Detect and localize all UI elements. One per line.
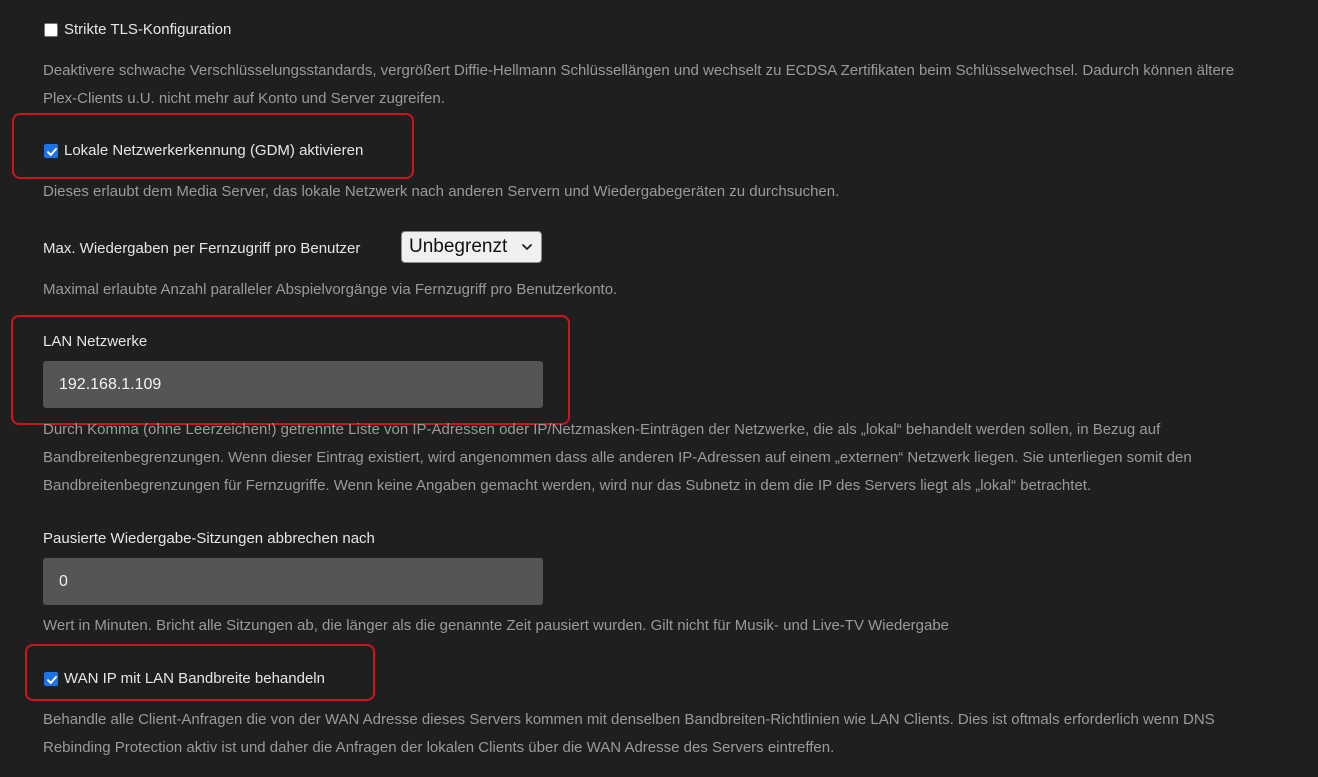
lan-networks-help: Durch Komma (ohne Leerzeichen!) getrennte Liste von IP-Adressen oder IP/Netzmasken-Einträgen der Netzwerke, die als „lokal“ behandelt werden sollen, in Bezug auf Bandbreitenbegrenzungen. Wenn dieser Eintrag existiert, wird angenommen dass alle anderen IP-Adressen auf einem „externen“ Netzwerk liegen. Sie unterliegen somit den Bandbreitenbegrenzungen für Fernzugriffe. Wenn keine Angaben gemacht werden, wird nur das Subnetz in dem die IP des Servers liegt als „lokal“ betrachtet.: [43, 421, 1192, 494]
max-remote-help: Maximal erlaubte Anzahl paralleler Abspielvorgänge via Fernzugriff pro Benutzerkonto.: [43, 281, 618, 298]
paused-sessions-help: Wert in Minuten. Bricht alle Sitzungen ab, die länger als die genannte Zeit pausiert wurden. Gilt nicht für Musik- und Live-TV Wiedergabe: [43, 617, 950, 634]
wan-ip-checkbox[interactable]: [44, 672, 58, 686]
tls-help: Deaktivere schwache Verschlüsselungsstandards, vergrößert Diffie-Hellmann Schlüssellängen und wechselt zu ECDSA Zertifikaten beim Schlüsselwechsel. Dadurch können ältere Plex-Clients u.U. nicht mehr auf Konto und Server zugreifen.: [43, 62, 1235, 107]
wan-ip-help: Behandle alle Client-Anfragen die von der WAN Adresse dieses Servers kommen mit denselben Bandbreiten-Richtlinien wie LAN Clients. Dies ist oftmals erforderlich wenn DNS Rebinding Protection aktiv ist und daher die Anfragen der lokalen Clients über die WAN Adresse des Servers eintreffen.: [43, 711, 1215, 756]
gdm-label: Lokale Netzwerkerkennung (GDM) aktivieren: [64, 142, 364, 159]
gdm-checkbox[interactable]: [44, 144, 58, 158]
gdm-help: Dieses erlaubt dem Media Server, das lokale Netzwerk nach anderen Servern und Wiedergabegeräten zu durchsuchen.: [43, 183, 840, 200]
max-remote-select[interactable]: [401, 231, 542, 263]
lan-networks-input[interactable]: 192.168.1.109: [43, 361, 543, 408]
paused-sessions-input[interactable]: 0: [43, 558, 543, 605]
max-remote-select-value: Unbegrenzt: [409, 236, 508, 257]
paused-sessions-label: Pausierte Wiedergabe-Sitzungen abbrechen nach: [43, 530, 375, 547]
tls-label: Strikte TLS-Konfiguration: [64, 21, 232, 38]
check-icon: [45, 673, 59, 687]
check-icon: [45, 145, 59, 159]
tls-checkbox[interactable]: [44, 23, 58, 37]
wan-ip-label: WAN IP mit LAN Bandbreite behandeln: [64, 670, 325, 687]
lan-networks-label: LAN Netzwerke: [43, 333, 148, 350]
max-remote-label: Max. Wiedergaben per Fernzugriff pro Benutzer: [43, 240, 361, 257]
chevron-down-icon: [521, 241, 533, 253]
